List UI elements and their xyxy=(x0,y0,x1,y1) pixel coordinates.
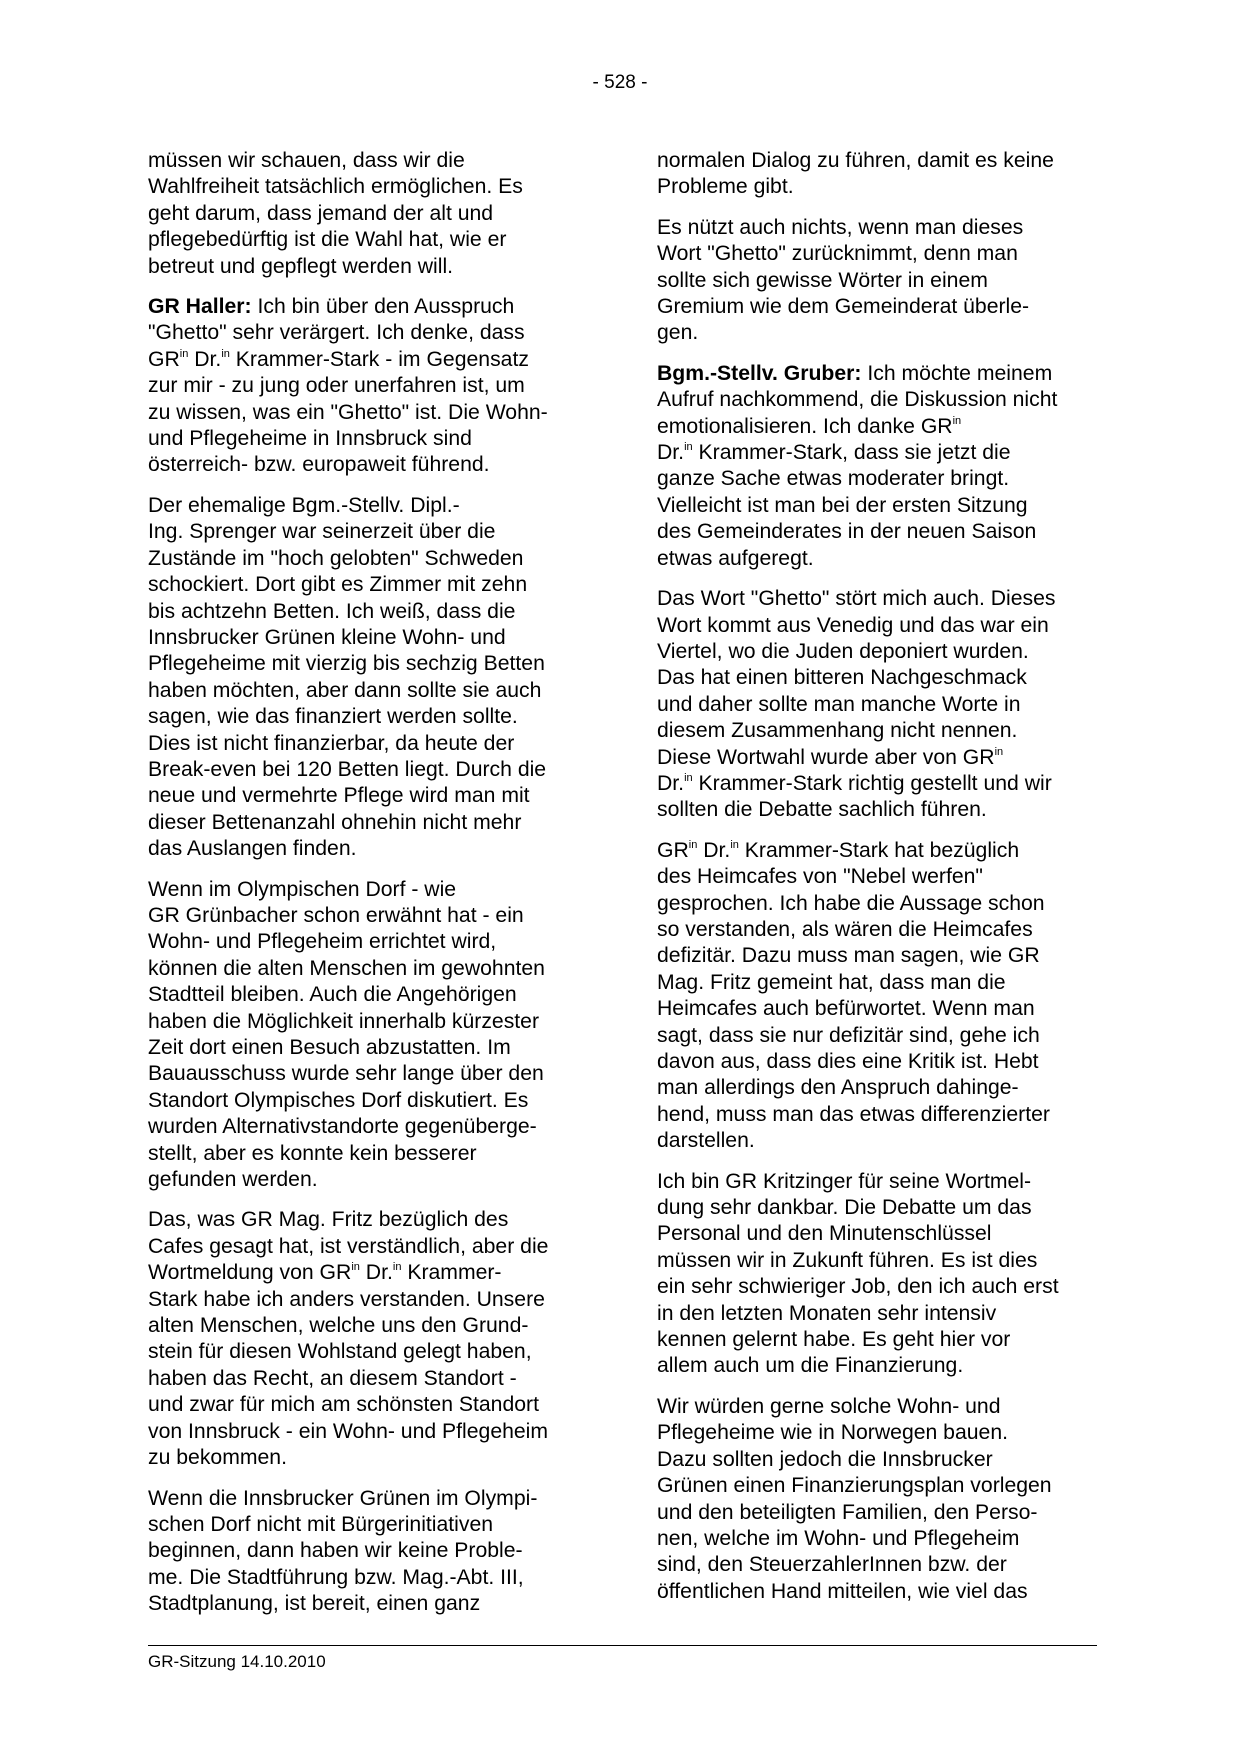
text-line: stein für diesen Wohlstand gelegt haben, xyxy=(148,1340,532,1364)
text-line: geht darum, dass jemand der alt und xyxy=(148,201,494,225)
text-line: und Pflegeheime in Innsbruck sind xyxy=(148,427,472,451)
text-line: neue und vermehrte Pflege wird man mit xyxy=(148,784,530,808)
paragraph xyxy=(148,148,588,280)
text-line: und daher sollte man manche Worte in xyxy=(657,692,1021,716)
text-line: etwas aufgeregt. xyxy=(657,546,814,570)
speaker-name: Bgm.-Stellv. Gruber: xyxy=(657,361,862,385)
text-line: das Auslangen finden. xyxy=(148,837,357,861)
text-line: gesprochen. Ich habe die Aussage schon xyxy=(657,891,1045,915)
text-line: Zustände im "hoch gelobten" Schweden xyxy=(148,546,524,570)
text-line: Grünen einen Finanzierungsplan vorlegen xyxy=(657,1474,1052,1498)
text-line: Das, was GR Mag. Fritz bezüglich des xyxy=(148,1208,509,1232)
text-line: me. Die Stadtführung bzw. Mag.-Abt. III, xyxy=(148,1565,524,1589)
text-line: alten Menschen, welche uns den Grund- xyxy=(148,1314,529,1338)
text-line: Diese Wortwahl wurde aber von $GR^{in}$ xyxy=(657,745,1004,769)
footer-session-date: GR-Sitzung 14.10.2010 xyxy=(148,1652,326,1671)
text-line: $GR^{in}$ Dr.$^{in}$ Krammer-Stark hat bezüglich xyxy=(657,838,1020,862)
paragraph xyxy=(657,215,1097,347)
text-line: man allerdings den Anspruch dahinge- xyxy=(657,1076,1019,1100)
text-line: müssen wir in Zukunft führen. Es ist dies xyxy=(657,1248,1038,1272)
text-line: Ing. Sprenger war seinerzeit über die xyxy=(148,520,496,544)
text-line: schen Dorf nicht mit Bürgerinitiativen xyxy=(148,1512,494,1536)
text-line: nen, welche im Wohn- und Pflegeheim xyxy=(657,1526,1020,1550)
text-line: sollte sich gewisse Wörter in einem xyxy=(657,268,988,292)
text-line: Ich möchte meinem xyxy=(861,361,1053,385)
text-line: haben die Möglichkeit innerhalb kürzester xyxy=(148,1009,540,1033)
text-line: emotionalisieren. Ich danke $GR^{in}$ xyxy=(657,414,962,438)
text-line: in den letzten Monaten sehr intensiv xyxy=(657,1301,997,1325)
text-line: dung sehr dankbar. Die Debatte um das xyxy=(657,1196,1032,1220)
paragraph xyxy=(657,1394,1097,1605)
text-line: Mag. Fritz gemeint hat, dass man die xyxy=(657,970,1006,994)
paragraph xyxy=(148,493,588,863)
text-line: Dies ist nicht finanzierbar, da heute der xyxy=(148,731,515,755)
speaker-name: GR Haller: xyxy=(148,295,252,319)
text-line: defizitär. Dazu muss man sagen, wie GR xyxy=(657,944,1040,968)
text-line: pflegebedürftig ist die Wahl hat, wie er xyxy=(148,228,507,252)
text-line: zu wissen, was ein "Ghetto" ist. Die Wohn- xyxy=(148,400,548,424)
text-line: Wir würden gerne solche Wohn- und xyxy=(657,1394,1001,1418)
text-line: Wort "Ghetto" zurücknimmt, denn man xyxy=(657,242,1018,266)
text-line: Ich bin GR Kritzinger für seine Wortmel- xyxy=(657,1169,1032,1193)
text-line: Bauausschuss wurde sehr lange über den xyxy=(148,1062,544,1086)
text-line: $GR^{in}$ Dr.$^{in}$ Krammer-Stark - im Gegensatz xyxy=(148,347,529,371)
text-line: Der ehemalige Bgm.-Stellv. Dipl.- xyxy=(148,493,460,517)
left-column xyxy=(148,148,588,1632)
text-line: müssen wir schauen, dass wir die xyxy=(148,149,465,172)
text-line: Cafes gesagt hat, ist verständlich, aber die xyxy=(148,1234,549,1258)
text-line: Zeit dort einen Besuch abzustatten. Im xyxy=(148,1036,511,1059)
text-line: allem auch um die Finanzierung. xyxy=(657,1354,964,1378)
text-line: diesem Zusammenhang nicht nennen. xyxy=(657,719,1018,743)
text-line: Wahlfreiheit tatsächlich ermöglichen. Es xyxy=(148,175,523,199)
text-line: österreich- bzw. europaweit führend. xyxy=(148,453,490,477)
text-line: können die alten Menschen im gewohnten xyxy=(148,956,545,980)
text-line: Viertel, wo die Juden deponiert wurden. xyxy=(657,639,1029,663)
text-line: davon aus, dass dies eine Kritik ist. Hebt xyxy=(657,1050,1039,1073)
right-column xyxy=(657,148,1097,1619)
text-line: Wort kommt aus Venedig und das war ein xyxy=(657,613,1049,637)
text-line: betreut und gepflegt werden will. xyxy=(148,254,454,278)
text-line: sagt, dass sie nur defizitär sind, gehe ich xyxy=(657,1023,1040,1047)
text-line: öffentlichen Hand mitteilen, wie viel das xyxy=(657,1579,1028,1603)
paragraph xyxy=(657,838,1097,1155)
text-line: Personal und den Minutenschlüssel xyxy=(657,1222,992,1246)
text-line: Dr.$^{in}$ Krammer-Stark richtig gestellt und wir xyxy=(657,771,1052,795)
text-line: Dr.$^{in}$ Krammer-Stark, dass sie jetzt die xyxy=(657,441,1011,465)
text-line: schockiert. Dort gibt es Zimmer mit zehn xyxy=(148,573,528,597)
paragraph xyxy=(148,1207,588,1471)
text-line: Wenn im Olympischen Dorf - wie xyxy=(148,877,457,901)
text-line: zur mir - zu jung oder unerfahren ist, um xyxy=(148,374,525,398)
text-line: Wenn die Innsbrucker Grünen im Olympi- xyxy=(148,1486,538,1510)
text-line: bis achtzehn Betten. Ich weiß, dass die xyxy=(148,599,516,623)
paragraph xyxy=(657,1169,1097,1380)
text-line: und zwar für mich am schönsten Standort xyxy=(148,1393,539,1417)
text-line: "Ghetto" sehr verärgert. Ich denke, dass xyxy=(148,321,525,345)
text-line: ganze Sache etwas moderater bringt. xyxy=(657,467,1010,491)
text-line: dieser Bettenanzahl ohnehin nicht mehr xyxy=(148,810,522,834)
text-line: Stark habe ich anders verstanden. Unsere xyxy=(148,1287,545,1311)
text-line: Wortmeldung von $GR^{in}$ Dr.$^{in}$ Krammer- xyxy=(148,1261,502,1285)
text-line: ein sehr schwieriger Job, den ich auch erst xyxy=(657,1275,1059,1299)
text-line: wurden Alternativstandorte gegenüberge- xyxy=(148,1115,537,1139)
text-line: Heimcafes auch befürwortet. Wenn man xyxy=(657,997,1035,1021)
text-line: gen. xyxy=(657,321,699,345)
text-line: sollten die Debatte sachlich führen. xyxy=(657,798,987,822)
text-line: Pflegeheime wie in Norwegen bauen. xyxy=(657,1421,1008,1445)
text-line: Ich bin über den Ausspruch xyxy=(251,295,515,319)
text-line: Innsbrucker Grünen kleine Wohn- und xyxy=(148,625,506,649)
text-line: Stadtplanung, ist bereit, einen ganz xyxy=(148,1592,481,1616)
text-line: GR Grünbacher schon erwähnt hat - ein xyxy=(148,903,524,927)
text-line: Probleme gibt. xyxy=(657,175,794,199)
paragraph xyxy=(657,361,1097,572)
text-line: stellt, aber es konnte kein besserer xyxy=(148,1141,477,1165)
paragraph xyxy=(657,586,1097,824)
text-line: des Gemeinderates in der neuen Saison xyxy=(657,520,1037,544)
text-line: Wohn- und Pflegeheim errichtet wird, xyxy=(148,930,497,954)
text-line: zu bekommen. xyxy=(148,1446,287,1470)
text-line: Stadtteil bleiben. Auch die Angehörigen xyxy=(148,983,517,1007)
text-line: beginnen, dann haben wir keine Proble- xyxy=(148,1539,523,1563)
paragraph xyxy=(148,877,588,1194)
footer-divider xyxy=(148,1645,1097,1646)
text-line: Standort Olympisches Dorf diskutiert. Es xyxy=(148,1088,529,1112)
text-line: Pflegeheime mit vierzig bis sechzig Betten xyxy=(148,652,545,676)
text-line: haben möchten, aber dann sollte sie auch xyxy=(148,678,542,702)
text-line: Das hat einen bitteren Nachgeschmack xyxy=(657,666,1027,690)
text-line: so verstanden, als wären die Heimcafes xyxy=(657,917,1033,941)
text-line: normalen Dialog zu führen, damit es keine xyxy=(657,149,1054,172)
text-line: Es nützt auch nichts, wenn man dieses xyxy=(657,215,1024,239)
text-line: darstellen. xyxy=(657,1129,755,1153)
text-line: Das Wort "Ghetto" stört mich auch. Dieses xyxy=(657,587,1056,611)
text-line: Gremium wie dem Gemeinderat überle- xyxy=(657,295,1030,319)
text-line: hend, muss man das etwas differenzierter xyxy=(657,1102,1050,1126)
text-line: von Innsbruck - ein Wohn- und Pflegeheim xyxy=(148,1419,549,1443)
text-line: kennen gelernt habe. Es geht hier vor xyxy=(657,1328,1011,1352)
page-number: - 528 - xyxy=(592,72,648,93)
text-line: sagen, wie das finanziert werden sollte. xyxy=(148,705,518,729)
text-line: Aufruf nachkommend, die Diskussion nicht xyxy=(657,388,1058,412)
text-line: und den beteiligten Familien, den Perso- xyxy=(657,1500,1038,1524)
text-line: Vielleicht ist man bei der ersten Sitzung xyxy=(657,493,1028,517)
paragraph xyxy=(148,1486,588,1618)
text-line: haben das Recht, an diesem Standort - xyxy=(148,1366,517,1390)
text-line: gefunden werden. xyxy=(148,1168,318,1192)
text-line: sind, den SteuerzahlerInnen bzw. der xyxy=(657,1553,1007,1577)
text-line: des Heimcafes von "Nebel werfen" xyxy=(657,865,983,889)
paragraph xyxy=(657,148,1097,201)
paragraph xyxy=(148,294,588,479)
text-line: Dazu sollten jedoch die Innsbrucker xyxy=(657,1447,993,1471)
text-line: Break-even bei 120 Betten liegt. Durch die xyxy=(148,757,547,781)
